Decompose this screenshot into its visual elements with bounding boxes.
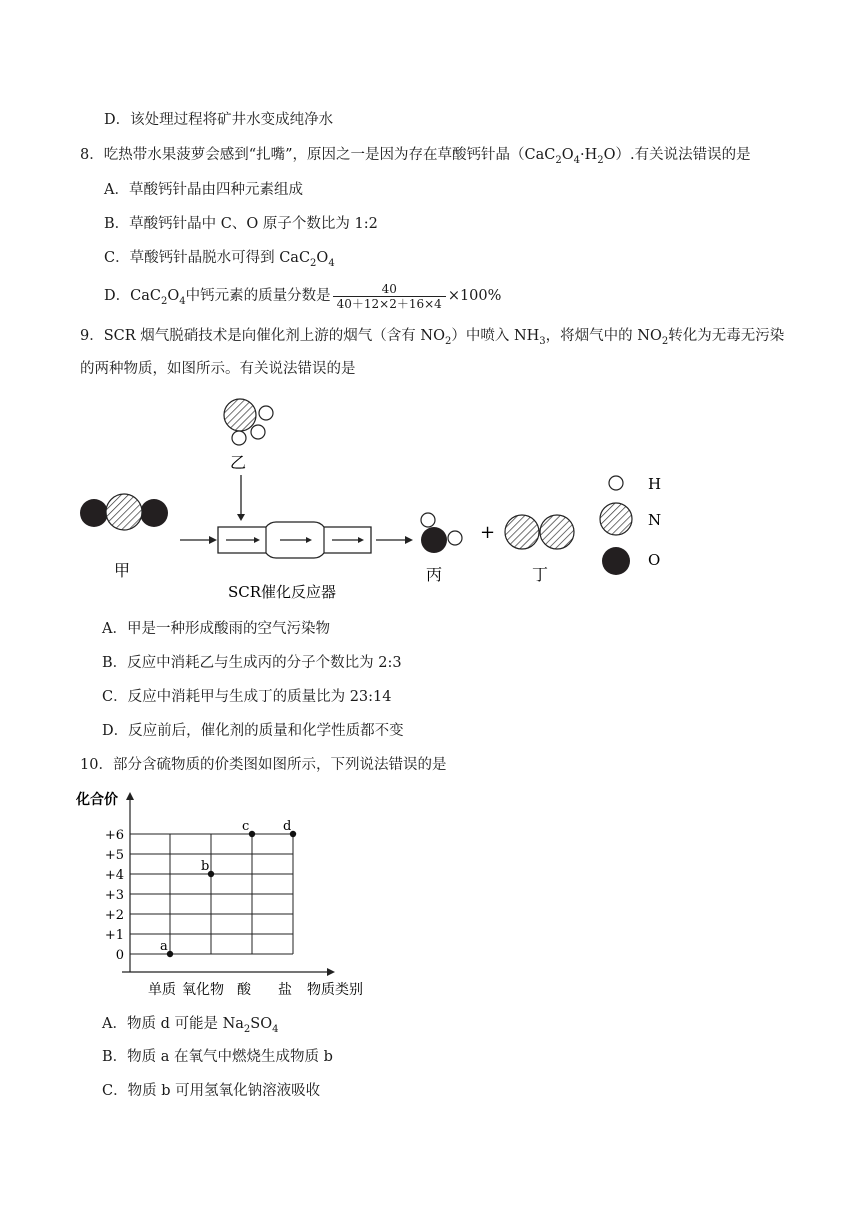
label-bing: 丙	[426, 565, 443, 584]
q7-option-d: D．该处理过程将矿井水变成纯净水	[104, 112, 334, 128]
x-tick-label: 氧化物	[182, 982, 224, 998]
q8-stem-sub2b: 2	[597, 154, 604, 166]
arrow-in-head	[209, 536, 217, 544]
h-atom	[259, 406, 273, 420]
o-atom	[140, 499, 168, 527]
legend	[600, 475, 661, 575]
q9-stem-sub2b: 2	[661, 335, 669, 347]
q9-stem-mid2: ，将烟气中的 NO	[545, 328, 662, 344]
q9-stem-line2: 的两种物质，如图所示。有关说法错误的是	[80, 361, 356, 377]
x-axis-arrow	[327, 968, 335, 976]
y-axis-arrow	[126, 792, 134, 800]
q8-option-c	[104, 248, 335, 274]
q10-option-b: B．物质 a 在氧气中燃烧生成物质 b	[102, 1049, 333, 1065]
q9-stem-line1	[80, 326, 784, 352]
y-axis-label: 化合价	[76, 792, 118, 808]
legend-h-symbol	[609, 476, 623, 490]
plus-sign: +	[480, 522, 496, 543]
q10-option-a-pre: A．物质 d 可能是 Na	[102, 1016, 244, 1032]
q8-option-d	[104, 276, 501, 322]
n-atom	[505, 515, 539, 549]
q9-stem-mid: ）中喷入 NH	[451, 328, 540, 344]
molecule-ding-n2	[505, 515, 574, 549]
q10-option-a	[102, 1014, 279, 1040]
arrow-out-head	[405, 536, 413, 544]
legend-o-symbol	[602, 547, 630, 575]
q9-option-d: D．反应前后，催化剂的质量和化学性质都不变	[102, 723, 404, 739]
molecule-jia-no2	[80, 494, 168, 530]
q10-option-a-sub2: 2	[243, 1023, 251, 1035]
molecule-yi-nh3	[224, 399, 273, 445]
legend-o: O	[648, 551, 661, 569]
q8-option-d-sub4: 4	[179, 295, 186, 307]
q8-stem-sub4: 4	[573, 154, 581, 166]
q9-option-c: C．反应中消耗甲与生成丁的质量比为 23:14	[102, 689, 392, 705]
x-tick-label: 盐	[278, 982, 292, 998]
chart-grid	[130, 834, 293, 954]
data-points	[160, 819, 296, 957]
q8-stem-post: O）.有关说法错误的是	[603, 147, 751, 163]
data-point-c	[249, 831, 255, 837]
q8-option-a: A．草酸钙针晶由四种元素组成	[104, 182, 303, 198]
q9-stem-post: 转化为无毒无污染	[668, 328, 785, 344]
q10-stem: 10．部分含硫物质的价类图如图所示，下列说法错误的是	[80, 757, 447, 773]
y-tick-label: +3	[104, 888, 124, 903]
n-atom	[224, 399, 256, 431]
q10-option-c: C．物质 b 可用氢氧化钠溶液吸收	[102, 1083, 321, 1099]
fraction-denominator: 40＋12×2＋16×4	[336, 296, 442, 311]
q9-stem-pre: 9．SCR 烟气脱硝技术是向催化剂上游的烟气（含有 NO	[80, 328, 445, 344]
valence-class-chart	[70, 784, 390, 999]
y-tick-label: 0	[115, 948, 124, 963]
legend-n: N	[648, 511, 662, 529]
y-tick-label: +6	[104, 828, 124, 843]
x-tick-labels	[148, 981, 292, 998]
q8-option-d-mid: O	[167, 288, 180, 304]
o-atom	[80, 499, 108, 527]
y-tick-label: +1	[104, 928, 124, 943]
legend-n-symbol	[600, 503, 632, 535]
x-axis-label: 物质类别	[307, 982, 363, 998]
q8-option-c-sub4: 4	[328, 257, 335, 269]
chart-axes	[122, 792, 335, 976]
h-atom	[421, 513, 435, 527]
label-ding: 丁	[532, 565, 549, 584]
q8-option-d-text: 中钙元素的质量分数是	[185, 288, 331, 304]
q8-option-d-pre: D．CaC	[104, 288, 161, 304]
q9-stem-sub2: 2	[444, 335, 452, 347]
data-label-c: c	[242, 819, 250, 834]
q8-stem-pre: 8．吃热带水果菠萝会感到“扎嘴”，原因之一是因为存在草酸钙针晶（CaC	[80, 147, 556, 163]
q8-stem-mid2: ·H	[580, 147, 598, 163]
q8-stem-mid1: O	[561, 147, 574, 163]
legend-h: H	[648, 475, 662, 493]
q8-option-b: B．草酸钙针晶中 C、O 原子个数比为 1:2	[104, 216, 378, 232]
q9-stem-sub3: 3	[539, 335, 546, 347]
q9-option-b: B．反应中消耗乙与生成丙的分子个数比为 2:3	[102, 655, 402, 671]
fraction-suffix: ×100%	[447, 288, 502, 304]
q8-option-c-pre: C．草酸钙针晶脱水可得到 CaC	[104, 250, 311, 266]
q8-stem-sub2: 2	[555, 154, 562, 166]
molecule-bing-h2o	[421, 513, 462, 553]
y-tick-labels	[105, 828, 124, 963]
label-yi: 乙	[230, 453, 247, 472]
data-label-b: b	[201, 859, 210, 874]
q8-stem	[80, 145, 751, 171]
arrow-down-head	[237, 514, 245, 521]
h-atom	[251, 425, 265, 439]
y-tick-label: +5	[104, 848, 124, 863]
q10-option-a-mid: SO	[250, 1016, 273, 1032]
fraction-numerator: 40	[333, 282, 446, 297]
x-tick-label: 单质	[148, 982, 176, 998]
scr-diagram	[70, 390, 690, 605]
data-label-d: d	[283, 819, 292, 834]
reactor-label: SCR催化反应器	[228, 583, 337, 601]
mass-fraction	[333, 282, 446, 311]
q8-option-c-mid: O	[316, 250, 329, 266]
n-atom	[106, 494, 142, 530]
h-atom	[232, 431, 246, 445]
label-jia: 甲	[114, 561, 131, 580]
y-tick-label: +2	[104, 908, 124, 923]
q8-option-c-sub2: 2	[310, 257, 317, 269]
q10-option-a-sub4: 4	[272, 1023, 279, 1035]
data-label-a: a	[160, 939, 168, 954]
scr-reactor	[218, 522, 371, 558]
o-atom	[421, 527, 447, 553]
q9-option-a: A．甲是一种形成酸雨的空气污染物	[102, 621, 330, 637]
x-tick-label: 酸	[237, 982, 251, 998]
q8-option-d-sub2: 2	[160, 295, 168, 307]
n-atom	[540, 515, 574, 549]
y-tick-label: +4	[104, 868, 124, 883]
h-atom	[448, 531, 462, 545]
